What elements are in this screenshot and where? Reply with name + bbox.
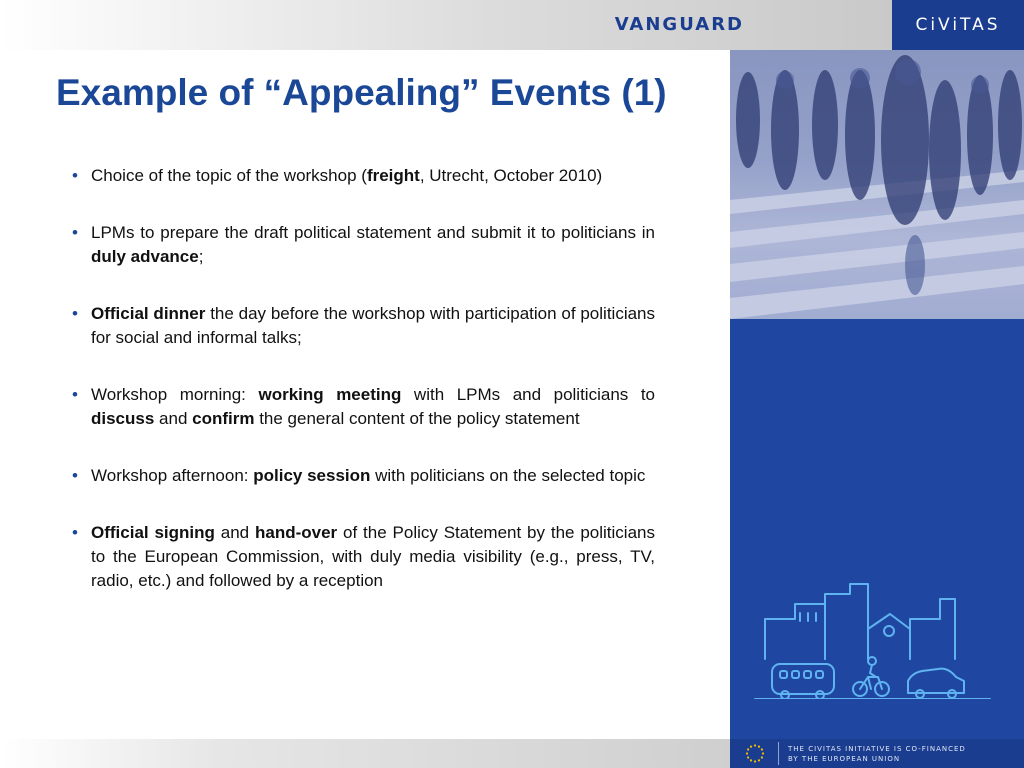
bullet-text: ; (198, 247, 204, 266)
bullet-dot-icon: • (72, 385, 78, 404)
bullet-text: LPMs to prepare the draft political statement and submit it to politicians in (91, 223, 655, 242)
bullet-text: the day before the workshop with participation of politicians for social and informal talks; (91, 304, 656, 347)
bullet-text: Workshop afternoon: (91, 466, 254, 485)
bullet-text: with LPMs and politicians to (401, 385, 655, 404)
bullet-text: , Utrecht, October 2010) (419, 166, 603, 185)
bullet-emphasis: duly advance (91, 247, 199, 266)
bullet-text: and (154, 409, 193, 428)
bullet-emphasis: confirm (192, 409, 255, 428)
bullet-dot-icon: • (72, 166, 78, 185)
cofinance-line-1: THE CIVITAS INITIATIVE IS CO-FINANCED (788, 745, 966, 753)
bullet-text: with politicians on the selected topic (370, 466, 646, 485)
slide-title: Example of “Appealing” Events (1) (56, 72, 667, 113)
bullet-emphasis: hand-over (254, 523, 338, 542)
vanguard-logo: VANGUARD (614, 14, 744, 35)
bullet-text: and (214, 523, 255, 542)
bullet-emphasis: Official dinner (91, 304, 206, 323)
footer-bar (0, 739, 730, 768)
bullet-dot-icon: • (72, 466, 78, 485)
bullet-emphasis: discuss (91, 409, 155, 428)
city-transport-illustration (750, 569, 1010, 699)
pedestrian-crossing-photo (730, 50, 1024, 319)
bullet-text: of the Policy Statement by the politicians to the European Commission, with duly media visibility (e.g., press, TV, radio, etc.) and followed by a reception (91, 523, 655, 590)
bullet-dot-icon: • (72, 304, 78, 323)
right-blue-panel (730, 319, 1024, 739)
bullet-item (72, 302, 655, 350)
bullet-emphasis: policy session (253, 466, 371, 485)
bullet-text: the general content of the policy statement (254, 409, 580, 428)
bullet-emphasis: freight (366, 166, 420, 185)
eu-cofinance-banner (730, 739, 1024, 768)
civitas-logo-box (892, 0, 1024, 50)
footer-divider (778, 742, 779, 765)
eu-flag-icon (736, 741, 774, 766)
civitas-logo: CiViTAS (915, 15, 1001, 35)
bullet-emphasis: Official signing (91, 523, 215, 542)
bullet-emphasis: working meeting (258, 385, 402, 404)
header-bar (0, 0, 892, 50)
bullet-text: Choice of the topic of the workshop ( (91, 166, 367, 185)
bullet-item (72, 383, 655, 431)
bullet-item (72, 521, 655, 593)
bullet-item (72, 164, 655, 188)
cofinance-line-2: BY THE EUROPEAN UNION (788, 755, 901, 763)
bullet-list (72, 164, 655, 626)
bullet-dot-icon: • (72, 523, 78, 542)
bullet-item (72, 221, 655, 269)
bullet-text: Workshop morning: (91, 385, 259, 404)
bullet-dot-icon: • (72, 223, 78, 242)
bullet-item (72, 464, 655, 488)
